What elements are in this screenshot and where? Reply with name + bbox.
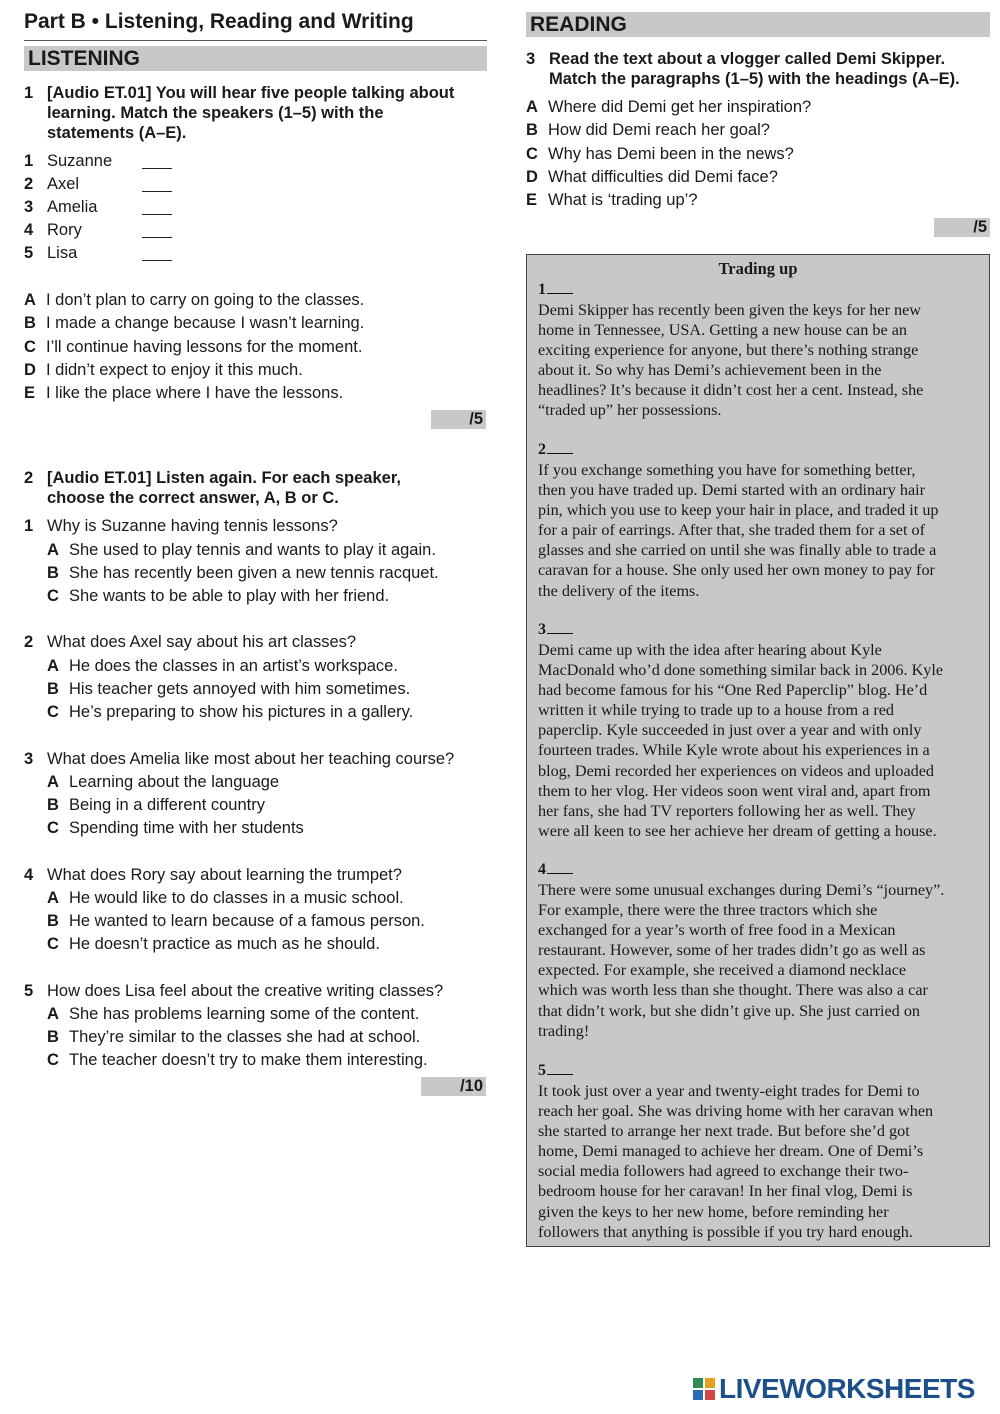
speaker-number: 5 <box>24 244 34 262</box>
text-line: home, Demi managed to achieve her dream. One of Demi’s <box>538 1142 924 1161</box>
paragraph-number-blank[interactable]: 4 <box>538 861 573 879</box>
option-letter: C <box>47 935 59 953</box>
q1-instruction-line: learning. Match the speakers (1–5) with the <box>47 104 384 122</box>
option-text: Being in a different country <box>69 796 265 814</box>
mc-option[interactable] <box>47 586 487 606</box>
option-letter: C <box>47 587 59 605</box>
q1-number: 1 <box>24 84 34 102</box>
reading-text-title: Trading up <box>718 259 798 278</box>
text-line: followers that anything is possible if you try hard enough. <box>538 1222 913 1241</box>
speaker-row <box>24 197 224 217</box>
mc-question-number: 3 <box>24 750 34 768</box>
option-text: His teacher gets annoyed with him sometimes. <box>69 680 411 698</box>
heading-text: Where did Demi get her inspiration? <box>548 98 812 116</box>
q1-score: /5 <box>431 410 486 429</box>
q1-instruction-line: [Audio ET.01] You will hear five people talking about <box>47 84 455 102</box>
mc-question-text: What does Rory say about learning the trumpet? <box>47 866 402 884</box>
option-text: He’s preparing to show his pictures in a gallery. <box>69 703 414 721</box>
statement-item <box>24 337 487 357</box>
text-line: were all keen to see her achieve her dream of getting a house. <box>538 821 937 840</box>
text-line: If you exchange something you have for something better, <box>538 461 916 479</box>
mc-option[interactable] <box>47 818 487 838</box>
mc-question-number: 1 <box>24 517 34 535</box>
heading-item <box>526 120 990 140</box>
q3-score: /5 <box>934 218 990 237</box>
paragraph-2 <box>538 460 984 601</box>
statement-item <box>24 290 487 310</box>
speaker-name: Lisa <box>47 244 78 262</box>
option-letter: A <box>47 1005 59 1023</box>
speaker-number: 1 <box>24 152 34 170</box>
text-line: that didn’t work, but she didn’t give up. She just carried on <box>538 1001 921 1020</box>
option-letter: A <box>47 657 59 675</box>
statement-text: I didn’t expect to enjoy it this much. <box>46 361 303 379</box>
option-letter: B <box>47 912 59 930</box>
speaker-row <box>24 243 224 263</box>
heading-item <box>526 97 990 117</box>
paragraph-4 <box>538 880 984 1041</box>
q1-instruction-line: statements (A–E). <box>47 124 187 142</box>
text-line: pin, which you use to keep your hair in place, and traded it up <box>538 501 939 520</box>
q2-score: /10 <box>421 1077 486 1096</box>
option-text: She has recently been given a new tennis racquet. <box>69 564 439 582</box>
mc-question <box>24 632 487 652</box>
mc-option[interactable] <box>47 702 487 722</box>
speaker-row <box>24 220 224 240</box>
text-line: Demi Skipper has recently been given the keys for her new <box>538 301 921 319</box>
option-text: He would like to do classes in a music school. <box>69 889 404 907</box>
option-text: Learning about the language <box>69 773 280 791</box>
mc-question-number: 5 <box>24 982 34 1000</box>
text-line: which was worth less than she thought. There was also a car <box>538 981 928 1000</box>
text-line: written it while trying to trade up to a house from a red <box>538 701 895 720</box>
option-letter: A <box>47 889 59 907</box>
text-line: There were some unusual exchanges during Demi’s “journey”. <box>538 881 945 899</box>
mc-option[interactable] <box>47 656 487 676</box>
text-line: home in Tennessee, USA. Getting a new house can be an <box>538 321 907 340</box>
text-line: It took just over a year and twenty-eight trades for Demi to <box>538 1082 920 1100</box>
speaker-number: 2 <box>24 175 34 193</box>
statement-item <box>24 360 487 380</box>
mc-question-text: Why is Suzanne having tennis lessons? <box>47 517 338 535</box>
liveworksheets-logo[interactable] <box>693 1373 975 1405</box>
statement-letter: B <box>24 314 36 332</box>
text-line: For example, there were the three tractors which she <box>538 901 878 920</box>
heading-text: What is ‘trading up’? <box>548 191 698 209</box>
option-letter: B <box>47 796 59 814</box>
mc-question-text: How does Lisa feel about the creative writing classes? <box>47 982 444 1000</box>
q2-number: 2 <box>24 469 34 487</box>
statement-item <box>24 383 487 403</box>
text-line: bedroom house for her caravan! In her final vlog, Demi is <box>538 1182 913 1201</box>
statement-letter: A <box>24 291 36 309</box>
option-letter: B <box>47 564 59 582</box>
mc-question-text: What does Axel say about his art classes? <box>47 633 357 651</box>
text-line: the delivery of the items. <box>538 581 700 600</box>
statement-letter: C <box>24 338 36 356</box>
text-line: given the keys to her new home, before reminding her <box>538 1202 889 1221</box>
option-letter: A <box>47 541 59 559</box>
text-line: glasses and she carried on until she was finally able to trade a <box>538 541 937 560</box>
text-line: headlines? It’s because it didn’t cost her a cent. Instead, she <box>538 381 924 400</box>
option-letter: B <box>47 1028 59 1046</box>
mc-question <box>24 865 487 885</box>
option-text: The teacher doesn’t try to make them interesting. <box>69 1051 428 1069</box>
text-line: about it. So why has Demi’s achievement been in the <box>538 361 882 380</box>
text-line: for a pair of earrings. After that, she traded them for a set of <box>538 521 925 540</box>
speaker-row <box>24 151 224 171</box>
q2-instruction-line: [Audio ET.01] Listen again. For each speaker, <box>47 469 401 487</box>
mc-option[interactable] <box>47 934 487 954</box>
mc-option[interactable] <box>47 1027 487 1047</box>
statement-text: I don’t plan to carry on going to the classes. <box>46 291 365 309</box>
heading-text: What difficulties did Demi face? <box>548 168 778 186</box>
mc-option[interactable] <box>47 563 487 583</box>
statement-text: I’ll continue having lessons for the moment. <box>46 338 363 356</box>
mc-question <box>24 981 487 1001</box>
speaker-name: Suzanne <box>47 152 113 170</box>
paragraph-number-blank[interactable]: 1 <box>538 281 573 299</box>
statement-text: I like the place where I have the lessons. <box>46 384 344 402</box>
q3-instruction-line: Match the paragraphs (1–5) with the headings (A–E). <box>549 70 960 88</box>
mc-option[interactable] <box>47 911 487 931</box>
mc-option[interactable] <box>47 888 487 908</box>
text-line: social media followers had agreed to exchange their two- <box>538 1162 909 1181</box>
mc-option[interactable] <box>47 1004 487 1024</box>
heading-text: How did Demi reach her goal? <box>548 121 770 139</box>
text-line: fourteen trades. While Kyle wrote about his experiences in a <box>538 741 930 760</box>
option-letter: C <box>47 1051 59 1069</box>
mc-option[interactable] <box>47 679 487 699</box>
mc-question <box>24 749 487 769</box>
statement-letter: E <box>24 384 36 402</box>
mc-question <box>24 516 487 536</box>
q2-instruction-line: choose the correct answer, A, B or C. <box>47 489 339 507</box>
reading-section-title: READING <box>526 12 990 37</box>
mc-question-number: 4 <box>24 866 34 884</box>
page-title: Part B • Listening, Reading and Writing <box>24 10 414 33</box>
heading-letter: B <box>526 121 538 139</box>
text-line: caravan for a house. She only used her own money to pay for <box>538 561 935 580</box>
heading-letter: D <box>526 168 538 186</box>
text-line: restaurant. However, some of her trades didn’t go as well as <box>538 941 926 960</box>
speaker-name: Amelia <box>47 198 98 216</box>
text-line: “traded up” her possessions. <box>538 401 722 420</box>
heading-letter: A <box>526 98 538 116</box>
text-line: then you have traded up. Demi started with an ordinary hair <box>538 481 926 500</box>
speaker-row <box>24 174 224 194</box>
text-line: exciting experience for anyone, but there’s nothing strange <box>538 341 919 360</box>
q3-instruction <box>526 49 990 91</box>
option-text: Spending time with her students <box>69 819 304 837</box>
heading-letter: E <box>526 191 538 209</box>
statement-text: I made a change because I wasn’t learning. <box>46 314 365 332</box>
option-letter: A <box>47 773 59 791</box>
option-text: She has problems learning some of the content. <box>69 1005 420 1023</box>
mc-option[interactable] <box>47 772 487 792</box>
option-text: He doesn’t practice as much as he should. <box>69 935 380 953</box>
heading-letter: C <box>526 145 538 163</box>
mc-option[interactable] <box>47 540 487 560</box>
speaker-name: Axel <box>47 175 80 193</box>
text-line: exchanged for a year’s worth of free food in a Mexican <box>538 921 896 940</box>
option-letter: C <box>47 703 59 721</box>
heading-item <box>526 190 990 210</box>
q3-instruction-line: Read the text about a vlogger called Demi Skipper. <box>549 50 946 68</box>
reading-text-box <box>526 254 990 1247</box>
option-text: He wanted to learn because of a famous person. <box>69 912 425 930</box>
option-text: She used to play tennis and wants to play it again. <box>69 541 436 559</box>
heading-item <box>526 167 990 187</box>
heading-text: Why has Demi been in the news? <box>548 145 794 163</box>
paragraph-number-blank[interactable]: 5 <box>538 1062 573 1080</box>
text-line: reach her goal. She was driving home with her caravan when <box>538 1102 934 1121</box>
q2-instruction <box>24 468 487 510</box>
q1-instruction <box>24 83 487 145</box>
statement-letter: D <box>24 361 36 379</box>
text-line: trading! <box>538 1021 590 1040</box>
paragraph-number-blank[interactable]: 3 <box>538 621 573 639</box>
option-letter: B <box>47 680 59 698</box>
listening-section-title: LISTENING <box>24 46 487 71</box>
text-line: had become famous for his “One Red Paperclip” blog. He’d <box>538 681 928 700</box>
paragraph-3 <box>538 640 984 841</box>
text-line: she started to arrange her next trade. But before she’d got <box>538 1122 910 1141</box>
q3-number: 3 <box>526 50 536 68</box>
option-text: She wants to be able to play with her friend. <box>69 587 390 605</box>
heading-item <box>526 144 990 164</box>
text-line: blog, Demi recorded her experiences on videos and uploaded <box>538 761 935 780</box>
speaker-name: Rory <box>47 221 82 239</box>
mc-option[interactable] <box>47 795 487 815</box>
option-text: He does the classes in an artist’s workspace. <box>69 657 398 675</box>
text-line: paperclip. Kyle succeeded in just over a year and with only <box>538 721 922 740</box>
paragraph-number-blank[interactable]: 2 <box>538 441 573 459</box>
speaker-number: 4 <box>24 221 34 239</box>
mc-option[interactable] <box>47 1050 487 1070</box>
text-line: her fans, she had TV reporters following her as well. They <box>538 801 916 820</box>
option-text: They’re similar to the classes she had at school. <box>69 1028 421 1046</box>
paragraph-5 <box>538 1081 984 1242</box>
speaker-number: 3 <box>24 198 34 216</box>
paragraph-1 <box>538 300 984 421</box>
mc-question-number: 2 <box>24 633 34 651</box>
statement-item <box>24 313 487 333</box>
logo-grid-icon <box>693 1378 715 1400</box>
title-divider <box>24 40 487 41</box>
logo-text: LIVEWORKSHEETS <box>719 1373 975 1404</box>
option-letter: C <box>47 819 59 837</box>
text-line: MacDonald who’d done something similar back in 2006. Kyle <box>538 661 944 680</box>
mc-question-text: What does Amelia like most about her teaching course? <box>47 750 455 768</box>
text-line: them to her vlog. Her videos soon went viral and, apart from <box>538 781 931 800</box>
text-line: Demi came up with the idea after hearing about Kyle <box>538 641 882 659</box>
text-line: expected. For example, she received a diamond necklace <box>538 961 907 980</box>
